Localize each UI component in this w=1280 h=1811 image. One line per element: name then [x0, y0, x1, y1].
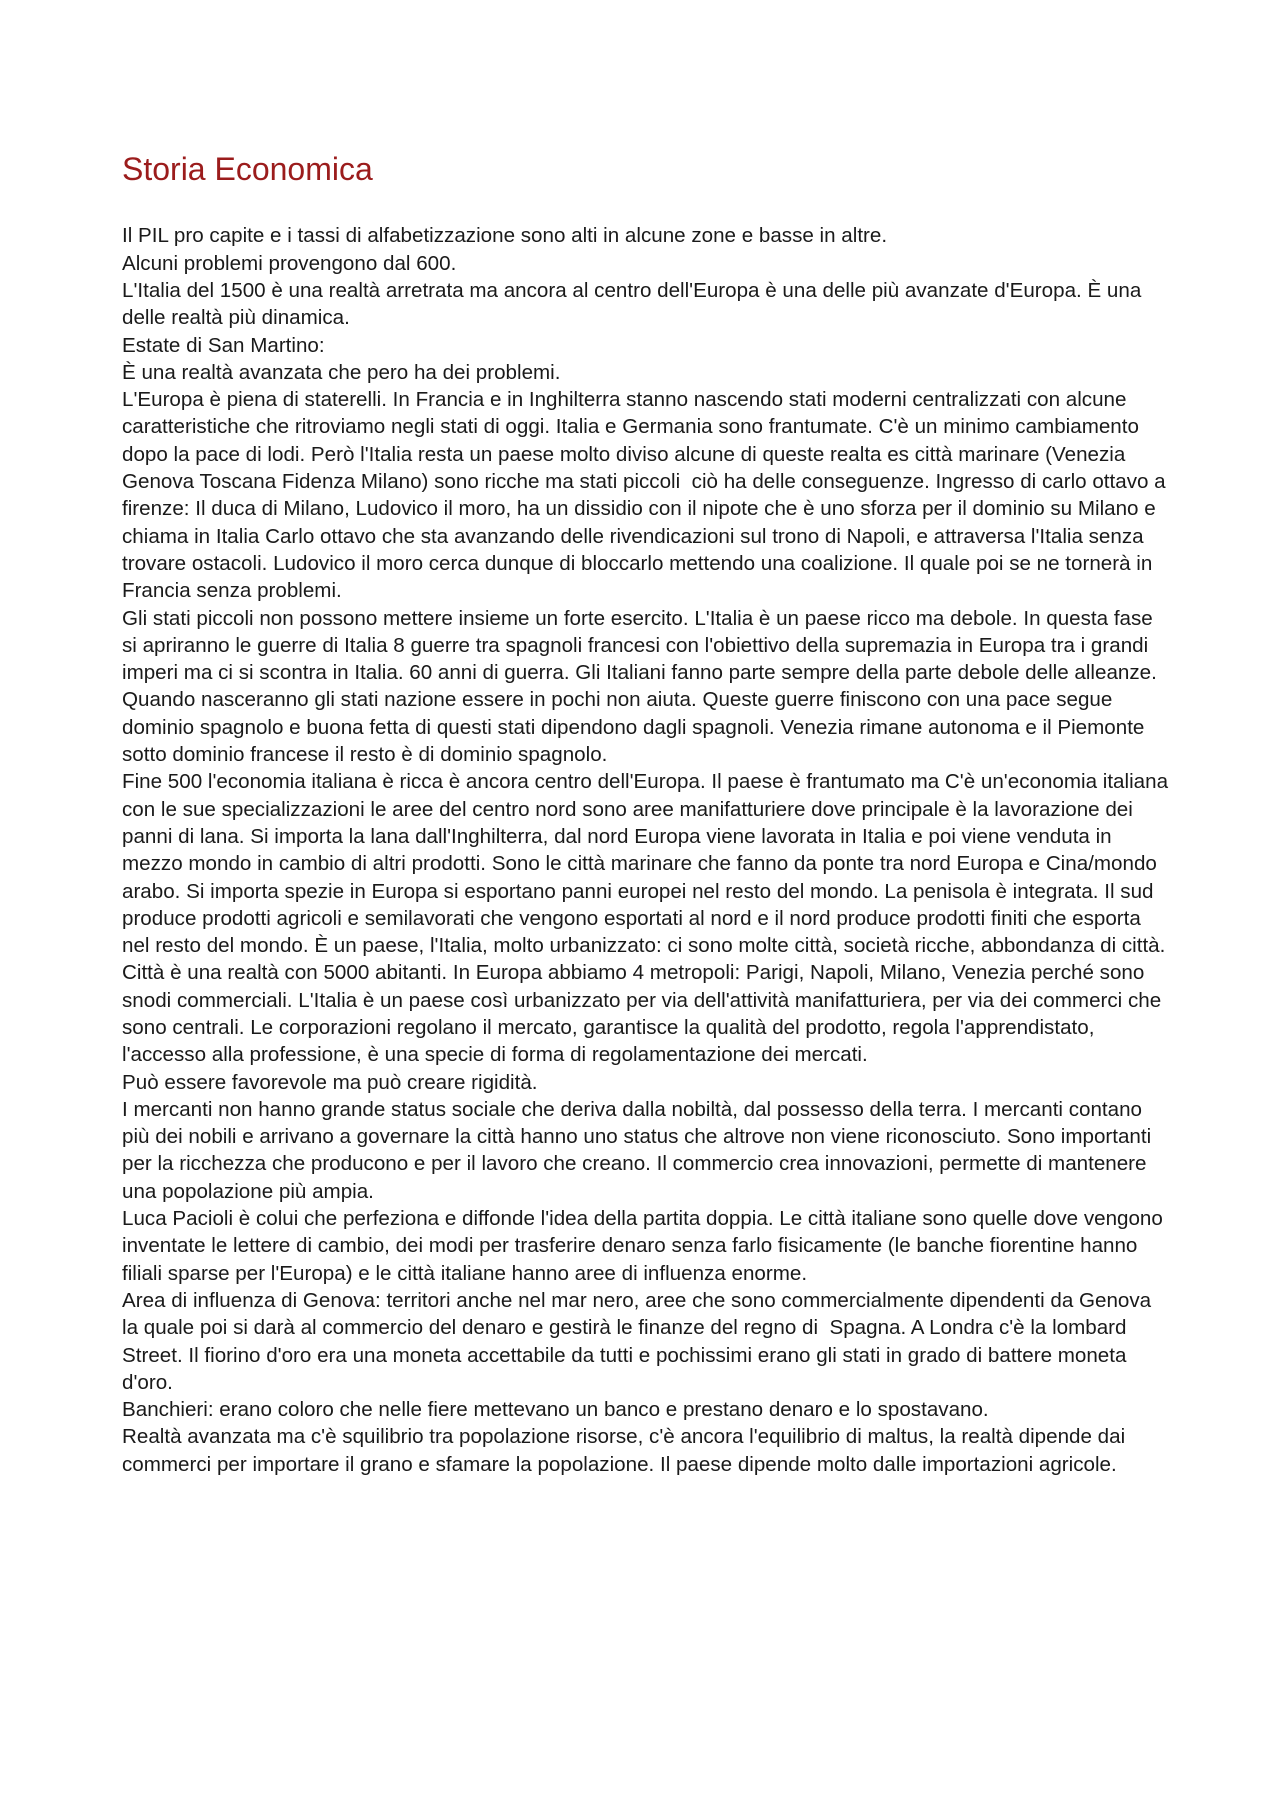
paragraph: Gli stati piccoli non possono mettere insieme un forte esercito. L'Italia è un paese ricco ma debole. In questa fase si apriranno le guerre di Italia 8 guerre tra spagnoli francesi con l'obiettivo della supremazia in Europa tra i grandi imperi ma ci si scontra in Italia. 60 anni di guerra. Gli Italiani fanno parte sempre della parte debole delle alleanze. Quando nasceranno gli stati nazione essere in pochi non aiuta. Queste guerre finiscono con una pace segue dominio spagnolo e buona fetta di questi stati dipendono dagli spagnoli. Venezia rimane autonoma e il Piemonte sotto dominio francese il resto è di dominio spagnolo. — [122, 606, 1163, 767]
document-page — [122, 150, 1172, 1478]
paragraph: Realtà avanzata ma c'è squilibrio tra popolazione risorse, c'è ancora l'equilibrio di maltus, la realtà dipende dai commerci per importare il grano e sfamare la popolazione. Il paese dipende molto dalle importazioni agricole. — [122, 1425, 1131, 1476]
paragraph: Alcuni problemi provengono dal 600. — [122, 251, 457, 275]
paragraph: L'Italia del 1500 è una realtà arretrata ma ancora al centro dell'Europa è una delle più avanzate d'Europa. È una delle realtà più dinamica. — [122, 278, 1148, 330]
paragraph: Il PIL pro capite e i tassi di alfabetizzazione sono alti in alcune zone e basse in altre. — [122, 224, 888, 248]
paragraph: L'Europa è piena di staterelli. In Francia e in Inghilterra stanno nascendo stati moderni centralizzati con alcune caratteristiche che ritroviamo negli stati di oggi. Italia e Germania sono frantumate. C'è un minimo cambiamento dopo la pace di lodi. Però l'Italia resta un paese molto diviso alcune di queste realta es città marinare (Venezia Genova Toscana Fidenza Milano) sono ricche ma stati piccoli ciò ha delle conseguenze. Ingresso di carlo ottavo a firenze: Il duca di Milano, Ludovico il moro, ha un dissidio con il nipote che è uno sforza per il dominio su Milano e chiama in Italia Carlo ottavo che sta avanzando delle rivendicazioni sul trono di Napoli, e attraversa l'Italia senza trovare ostacoli. Ludovico il moro cerca dunque di bloccarlo mettendo una coalizione. Il quale poi se ne tornerà in Francia senza problemi. — [122, 388, 1172, 603]
paragraph: Fine 500 l'economia italiana è ricca è ancora centro dell'Europa. Il paese è frantumato ma C'è un'economia italiana con le sue specializzazioni le aree del centro nord sono aree manifatturiere dove principale è la lavorazione dei panni di lana. Si importa la lana dall'Inghilterra, dal nord Europa viene lavorata in Italia e poi viene venduta in mezzo mondo in cambio di altri prodotti. Sono le città marinare che fanno da ponte tra nord Europa e Cina/mondo arabo. Si importa spezie in Europa si esportano panni europei nel resto del mondo. La penisola è integrata. Il sud produce prodotti agricoli e semilavorati che vengono esportati al nord e il nord produce prodotti finiti che esporta nel resto del mondo. È un paese, l'Italia, molto urbanizzato: ci sono molte città, società ricche, abbondanza di città. Città è una realtà con 5000 abitanti. In Europa abbiamo 4 metropoli: Parigi, Napoli, Milano, Venezia perché sono snodi commerciali. L'Italia è un paese così urbanizzato per via dell'attività manifatturiera, per via dei commerci che sono centrali. Le corporazioni regolano il mercato, garantisce la qualità del prodotto, regola l'apprendistato, l'accesso alla professione, è una specie di forma di regolamentazione dei mercati. — [122, 770, 1174, 1067]
paragraph: Può essere favorevole ma può creare rigidità. — [122, 1070, 538, 1094]
paragraph: Luca Pacioli è colui che perfeziona e diffonde l'idea della partita doppia. Le città italiane sono quelle dove vengono inventate le lettere di cambio, dei modi per trasferire denaro senza farlo fisicamente (le banche fiorentine hanno filiali sparse per l'Europa) e le città italiane hanno aree di influenza enorme. — [122, 1207, 1169, 1285]
document-body — [122, 222, 1172, 1478]
paragraph: Banchieri: erano coloro che nelle fiere mettevano un banco e prestano denaro e lo spostavano. — [122, 1398, 989, 1422]
paragraph: È una realtà avanzata che pero ha dei problemi. — [122, 360, 561, 384]
paragraph: Estate di San Martino: — [122, 333, 325, 357]
page-title: Storia Economica — [122, 151, 373, 187]
paragraph: Area di influenza di Genova: territori anche nel mar nero, aree che sono commercialmente dipendenti da Genova la quale poi si darà al commercio del denaro e gestirà le finanze del regno di Spagna. A Londra c'è la lombard Street. Il fiorino d'oro era una moneta accettabile da tutti e pochissimi erano gli stati in grado di battere moneta d'oro. — [122, 1288, 1157, 1394]
paragraph: I mercanti non hanno grande status sociale che deriva dalla nobiltà, dal possesso della terra. I mercanti contano più dei nobili e arrivano a governare la città hanno uno status che altrove non viene riconosciuto. Sono importanti per la ricchezza che producono e per il lavoro che creano. Il commercio crea innovazioni, permette di mantenere una popolazione più ampia. — [122, 1097, 1157, 1203]
